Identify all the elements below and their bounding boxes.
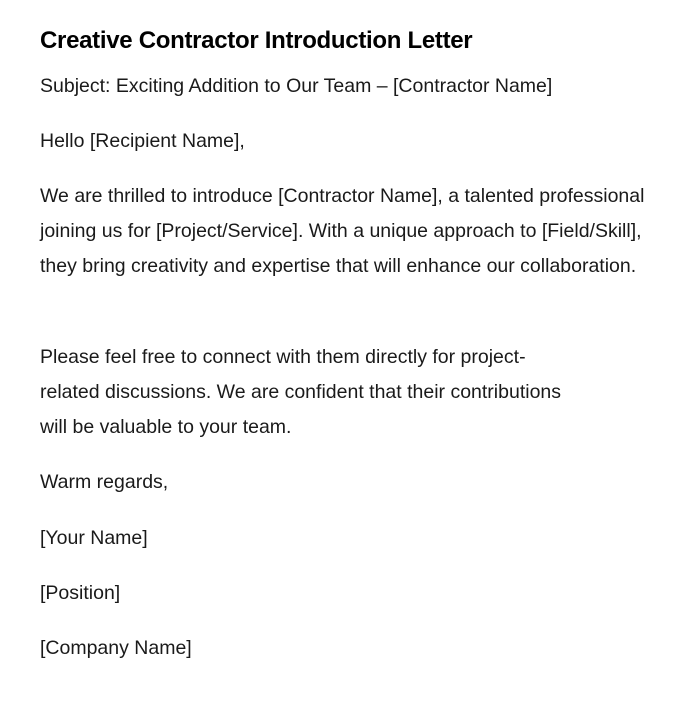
subject-line: Subject: Exciting Addition to Our Team – [Contractor Name] xyxy=(40,75,553,97)
closing: Warm regards, xyxy=(40,471,169,493)
signature-company: [Company Name] xyxy=(40,637,192,659)
signature-name: [Your Name] xyxy=(40,527,148,549)
greeting: Hello [Recipient Name], xyxy=(40,130,245,152)
body-paragraph-intro: We are thrilled to introduce [Contractor Name], a talented professional joining us for [Project/Service]. With a unique approach to [Field/Skill], they bring creativity and expertise that will enhance our collaboration. xyxy=(40,185,645,277)
letter-title: Creative Contractor Introduction Letter xyxy=(40,27,473,54)
body-paragraph-contact: Please feel free to connect with them directly for project-related discussions. We are confident that their contributions will be valuable to your team. xyxy=(40,346,562,438)
signature-position: [Position] xyxy=(40,582,121,604)
